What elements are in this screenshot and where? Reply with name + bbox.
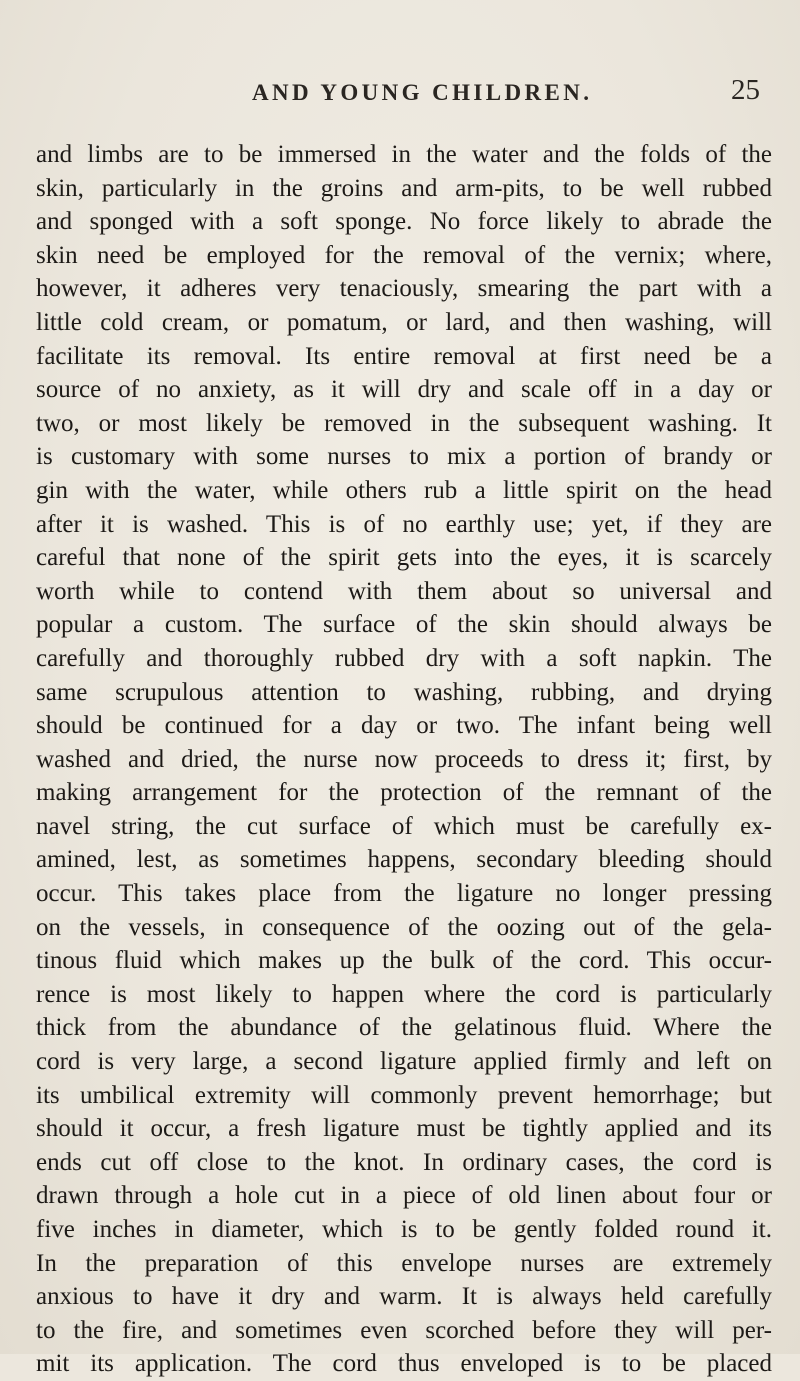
text-line: should it occur, a fresh ligature must be tightly applied and its xyxy=(36,1115,772,1143)
text-line: In the preparation of this envelope nurses are extremely xyxy=(36,1249,772,1277)
text-line: and sponged with a soft sponge. No force likely to abrade the xyxy=(36,208,772,236)
running-title: AND YOUNG CHILDREN. xyxy=(252,80,593,105)
page-number: 25 xyxy=(731,74,760,106)
text-line: thick from the abundance of the gelatinous fluid. Where the xyxy=(36,1014,772,1042)
text-line: to the fire, and sometimes even scorched before they will per- xyxy=(36,1316,772,1344)
text-line: navel string, the cut surface of which must be carefully ex- xyxy=(36,812,772,840)
text-line: is customary with some nurses to mix a portion of brandy or xyxy=(36,443,772,471)
text-line: same scrupulous attention to washing, rubbing, and drying xyxy=(36,678,772,706)
text-line: facilitate its removal. Its entire removal at first need be a xyxy=(36,342,772,370)
text-line: popular a custom. The surface of the skin should always be xyxy=(36,611,772,639)
text-line: and limbs are to be immersed in the water and the folds of the xyxy=(36,141,772,168)
text-line: worth while to contend with them about so universal and xyxy=(36,577,772,605)
running-head xyxy=(252,74,760,120)
text-line: mit its application. The cord thus enveloped is to be placed xyxy=(36,1350,772,1378)
text-line: after it is washed. This is of no earthly use; yet, if they are xyxy=(36,510,772,538)
text-line: should be continued for a day or two. The infant being well xyxy=(36,712,772,740)
text-line: rence is most likely to happen where the cord is particularly xyxy=(36,980,772,1008)
text-line: skin, particularly in the groins and arm-pits, to be well rubbed xyxy=(36,174,772,202)
text-line: little cold cream, or pomatum, or lard, and then washing, will xyxy=(36,308,772,336)
body-text xyxy=(36,138,772,1381)
text-line: its umbilical extremity will commonly prevent hemorrhage; but xyxy=(36,1081,772,1109)
text-line: tinous fluid which makes up the bulk of the cord. This occur- xyxy=(36,947,772,975)
text-line: occur. This takes place from the ligature no longer pressing xyxy=(36,880,772,908)
text-line: anxious to have it dry and warm. It is always held carefully xyxy=(36,1283,772,1311)
text-line: two, or most likely be removed in the subsequent washing. It xyxy=(36,409,772,437)
text-line: drawn through a hole cut in a piece of old linen about four or xyxy=(36,1182,772,1210)
text-line: however, it adheres very tenaciously, smearing the part with a xyxy=(36,275,772,303)
text-line: amined, lest, as sometimes happens, secondary bleeding should xyxy=(36,846,772,874)
text-line: washed and dried, the nurse now proceeds to dress it; first, by xyxy=(36,745,772,773)
text-line: source of no anxiety, as it will dry and scale off in a day or xyxy=(36,376,772,404)
text-line: carefully and thoroughly rubbed dry with a soft napkin. The xyxy=(36,644,772,672)
text-line: gin with the water, while others rub a little spirit on the head xyxy=(36,476,772,504)
text-line: cord is very large, a second ligature applied firmly and left on xyxy=(36,1048,772,1076)
text-line: making arrangement for the protection of the remnant of the xyxy=(36,779,772,807)
text-line: on the vessels, in consequence of the oozing out of the gela- xyxy=(36,913,772,941)
text-line: skin need be employed for the removal of the vernix; where, xyxy=(36,241,772,269)
text-line: careful that none of the spirit gets into the eyes, it is scarcely xyxy=(36,544,772,572)
text-line: five inches in diameter, which is to be gently folded round it. xyxy=(36,1216,772,1243)
text-line: ends cut off close to the knot. In ordinary cases, the cord is xyxy=(36,1148,772,1176)
